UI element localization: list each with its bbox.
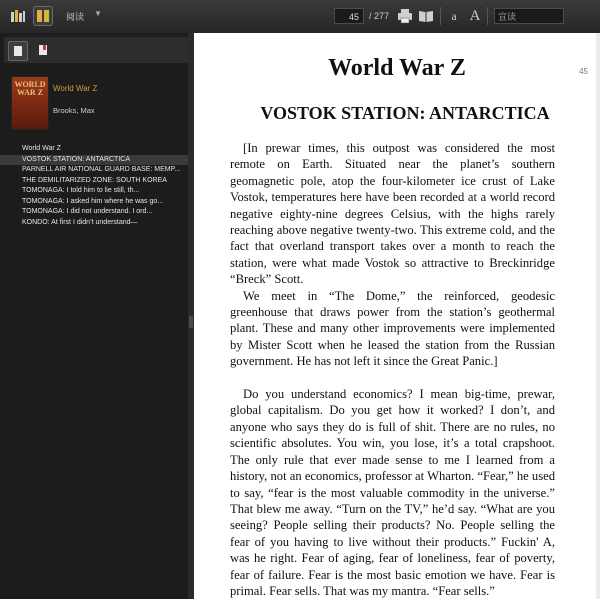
toc-item[interactable]: TOMONAGA: I did not understand. I ord... [22, 208, 153, 215]
view-mode-label[interactable]: 阅读 [66, 12, 85, 22]
toc-item-active[interactable]: VOSTOK STATION: ANTARCTICA [0, 155, 188, 166]
contents-tab-icon[interactable] [8, 41, 28, 61]
page-total: / 277 [369, 11, 390, 21]
toc-item[interactable]: TOMONAGA: I told him to lie still, th... [22, 187, 140, 194]
page-book-title: World War Z [328, 55, 466, 81]
book-title[interactable]: World War Z [53, 84, 98, 93]
chevron-down-icon[interactable]: ▼ [94, 9, 102, 18]
reader-view-icon[interactable] [33, 6, 53, 26]
paragraph: [In prewar times, this outpost was considered the most remote on Earth. Situated near the planet’s southern geomagnetic pole, atop the four-kilometer ice crust of Lake Vostok, temperatures here have been recorded at a world record negative eighty-nine degrees Celsius, with the highs rarely reaching above negative twenty-two. This extreme cold, and the fact that overland transport takes over a month to reach the station, were what made Vostok so attractive to Breckinridge “Breck” Scott. [230, 141, 555, 287]
toc-item[interactable]: World War Z [22, 145, 61, 152]
toolbar-divider [440, 7, 441, 25]
table-of-contents [0, 144, 188, 228]
sidebar-tabs [4, 37, 188, 63]
toc-item[interactable]: THE DEMILITARIZED ZONE: SOUTH KOREA [22, 176, 167, 184]
toolbar [0, 0, 600, 34]
reading-page [194, 33, 600, 599]
book-icon[interactable] [418, 8, 434, 24]
splitter-grip-icon[interactable] [189, 316, 193, 328]
paragraph: Do you understand economics? I mean big-time, prewar, global capitalism. Do you get how it worked? I don’t, and anyone who says they do is full of shit. There are no rules, no scientific absolutes. You win, you lose, it’s a total crapshoot. The only rule that ever made sense to me I learned from a history, not an economics, professor at Wharton. “Fear,” he used to say, “fear is the most valuable commodity in the universe.” That blew me away. “Turn on the TV,” he’d say. “What are you seeing? People selling their products? No. People selling the fear of you having to live without their products.” Fuckin' A, was he right. Fear of aging, fear of loneliness, fear of poverty, fear of failure. Fear is the most basic emotion we have. Fear is primal. Fear sells. That was my mantra. “Fear sells.” [230, 387, 555, 598]
print-icon[interactable] [397, 8, 413, 24]
toolbar-divider [487, 7, 488, 25]
toc-item[interactable]: TOMONAGA: I asked him where he was go... [22, 197, 164, 205]
font-increase-button[interactable]: A [469, 8, 481, 24]
sidebar [0, 33, 188, 599]
scrollbar[interactable] [596, 33, 600, 599]
bookmark-tab-icon[interactable] [34, 41, 52, 59]
toc-item[interactable]: PARNELL AIR NATIONAL GUARD BASE: MEMP... [22, 166, 181, 173]
toc-item[interactable]: KONDO: At first I didn’t understand— [22, 218, 138, 226]
paragraph: We meet in “The Dome,” the reinforced, geodesic greenhouse that draws power from the station’s geothermal plant. These and many other improvements were implemented by Mister Scott when he leased the station from the Russian government. He has not left it since the Great Panic.] [230, 288, 555, 369]
page-number: 45 [579, 67, 588, 76]
font-decrease-button[interactable]: a [451, 9, 457, 23]
book-author: Brooks, Max [53, 106, 95, 115]
library-icon[interactable] [8, 6, 28, 26]
body-text [230, 140, 555, 599]
book-cover[interactable] [11, 76, 49, 130]
chapter-title: VOSTOK STATION: ANTARCTICA [260, 103, 550, 123]
search-input[interactable]: 宣读 [494, 8, 564, 24]
cover-title: WORLD WAR Z [14, 80, 46, 97]
page-number-input[interactable]: 45 [334, 8, 364, 24]
